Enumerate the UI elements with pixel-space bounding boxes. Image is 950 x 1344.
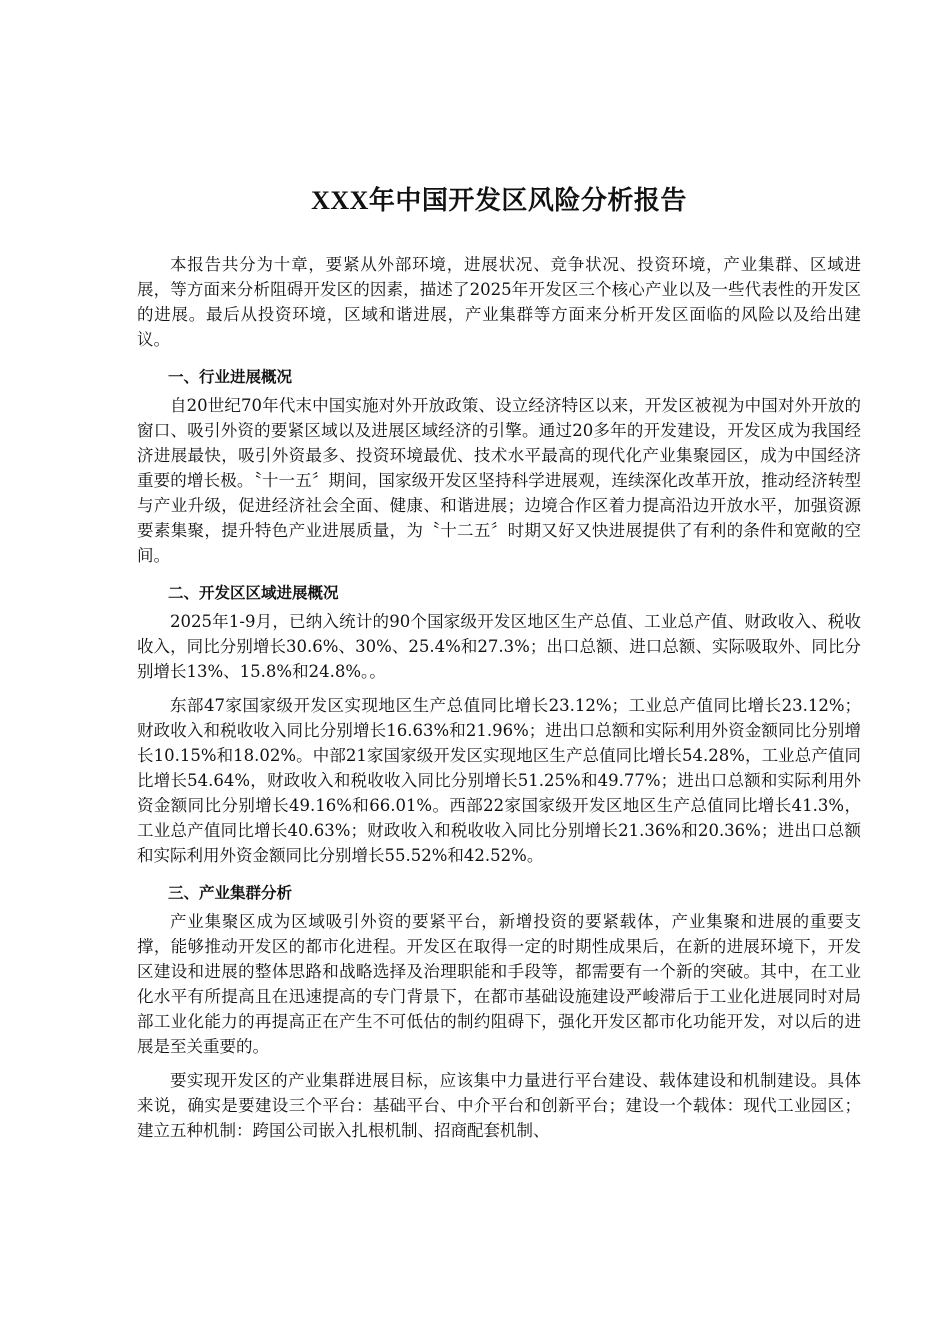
section-industry-cluster <box>137 880 861 1143</box>
section-heading: 一、行业进展概况 <box>168 368 293 386</box>
section-paragraph: 要实现开发区的产业集群进展目标，应该集中力量进行平台建设、载体建设和机制建设。具体来说，确实是要建设三个平台：基础平台、中介平台和创新平台；建设一个载体：现代工业园区；建立五种机制：跨国公司嵌入扎根机制、招商配套机制、 <box>137 1071 861 1140</box>
section-industry-overview <box>137 364 861 568</box>
document-page <box>137 180 861 1143</box>
section-paragraph: 2025年1-9月，已纳入统计的90个国家级开发区地区生产总值、工业总产值、财政收入、税收收入，同比分别增长30.6%、30%、25.4%和27.3%；出口总额、进口总额、实际吸取外、同比分别增长13%、15.8%和24.8%。。 <box>137 612 861 681</box>
intro-paragraph: 本报告共分为十章，要紧从外部环境，进展状况、竞争状况、投资环境，产业集群、区域进展，等方面来分析阻碍开发区的因素，描述了2025年开发区三个核心产业以及一些代表性的开发区的进展。最后从投资环境，区域和谐进展，产业集群等方面来分析开发区面临的风险以及给出建议。 <box>137 255 861 349</box>
section-heading: 三、产业集群分析 <box>168 884 293 902</box>
section-regional-overview <box>137 580 861 868</box>
section-paragraph: 产业集聚区成为区域吸引外资的要紧平台，新增投资的要紧载体，产业集聚和进展的重要支撑，能够推动开发区的都市化进程。开发区在取得一定的时期性成果后，在新的进展环境下，开发区建设和进展的整体思路和战略选择及治理职能和手段等，都需要有一个新的突破。其中，在工业化水平有所提高且在迅速提高的专门背景下，在都市基础设施建设严峻滞后于工业化进展同时对局部工业化能力的再提高正在产生不可低估的制约阻碍下，强化开发区都市化功能开发，对以后的进展是至关重要的。 <box>137 912 861 1056</box>
document-title: XXX年中国开发区风险分析报告 <box>311 186 687 215</box>
section-paragraph: 自20世纪70年代末中国实施对外开放政策、设立经济特区以来，开发区被视为中国对外开放的窗口、吸引外资的要紧区域以及进展区域经济的引擎。通过20多年的开发建设，开发区成为我国经济进展最快，吸引外资最多、投资环境最优、技术水平最高的现代化产业集聚园区，成为中国经济重要的增长极。〝十一五〞期间，国家级开发区坚持科学进展观，连续深化改革开放，推动经济转型与产业升级，促进经济社会全面、健康、和谐进展；边境合作区着力提高沿边开放水平，加强资源要素集聚，提升特色产业进展质量，为〝十二五〞时期又好又快进展提供了有利的条件和宽敞的空间。 <box>137 396 861 565</box>
section-paragraph: 东部47家国家级开发区实现地区生产总值同比增长23.12%；工业总产值同比增长23.12%；财政收入和税收收入同比分别增长16.63%和21.96%；进出口总额和实际利用外资金额同比分别增长10.15%和18.02%。中部21家国家级开发区实现地区生产总值同比增长54.28%，工业总产值同比增长54.64%，财政收入和税收收入同比分别增长51.25%和49.77%；进出口总额和实际利用外资金额同比分别增长49.16%和66.01%。西部22家国家级开发区地区生产总值同比增长41.3%，工业总产值同比增长40.63%；财政收入和税收收入同比分别增长21.36%和20.36%；进出口总额和实际利用外资金额同比分别增长55.52%和42.52%。 <box>137 696 861 865</box>
section-heading: 二、开发区区域进展概况 <box>168 584 339 602</box>
